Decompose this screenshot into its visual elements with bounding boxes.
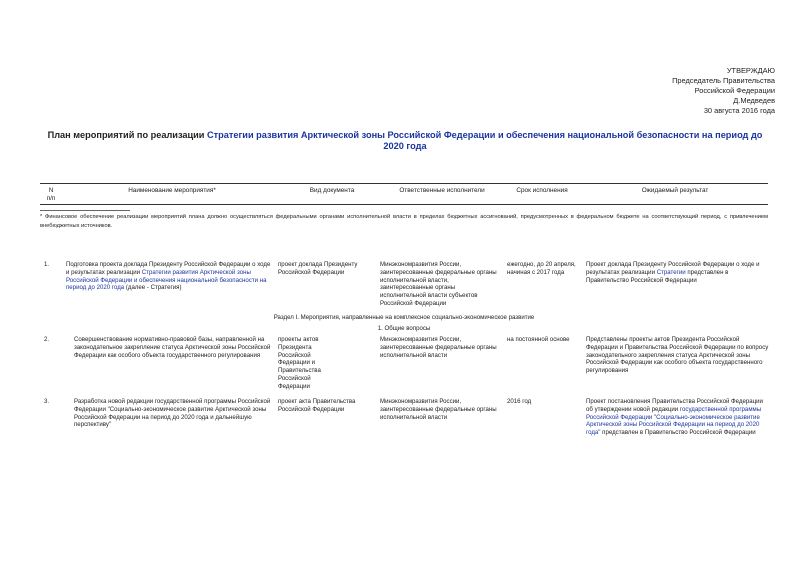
col-resp: Ответственные исполнители xyxy=(399,187,485,194)
row-2-resp: Минэкономразвития России, заинтересованные федеральные органы исполнительной власти xyxy=(380,336,497,359)
approval-block xyxy=(672,66,775,116)
col-num: N п/п xyxy=(46,187,56,202)
section-title: Раздел I. Мероприятия, направленные на комплексное социально-экономическое развитие xyxy=(273,314,535,321)
row-1-name: Подготовка проекта доклада Президенту Российской Федерации о ходе и результатах реализации Стратегии развития Арктической зоны Российской Федерации и обеспечения национальной безопасности на период до 2020 года (далее - Стратегия) xyxy=(66,261,271,292)
row-3-num: 3. xyxy=(44,398,50,405)
strategy-link[interactable]: Стратегии развития Арктической зоны Российской Федерации и обеспечения национальной безопасности на период до 2020 года xyxy=(207,130,763,151)
approval-line: Российской Федерации xyxy=(694,86,775,95)
section-subtitle: 1. Общие вопросы xyxy=(377,325,431,332)
approval-line: УТВЕРЖДАЮ xyxy=(726,66,775,75)
row-3-term: 2016 год xyxy=(507,398,532,405)
table-header xyxy=(40,183,768,205)
footnote: * Финансовое обеспечение реализации мероприятий плана должно осуществляться федеральными органами исполнительной власти в пределах бюджетных ассигнований, предусмотренных в федеральном бюджете на соответствующий период, с привлечением внебюджетных источников. xyxy=(40,214,768,229)
col-term: Срок исполнения xyxy=(516,187,568,194)
row-3-resp: Минэкономразвития России, заинтересованные федеральные органы исполнительной власти xyxy=(380,398,497,421)
row-1-num: 1. xyxy=(44,261,50,268)
row-1-result: Проект доклада Президенту Российской Федерации о ходе и результатах реализации Стратегии представлен в Правительство Российской Федерации xyxy=(586,261,760,284)
footnote-divider xyxy=(40,210,130,211)
approval-line: Председатель Правительства xyxy=(672,76,775,85)
col-doc: Вид документа xyxy=(309,187,355,194)
row-2-term: на постоянной основе xyxy=(507,336,570,343)
program-link[interactable]: государственной программы Российской Федерации "Социально-экономическое развитие Арктической зоны Российской Федерации на период до 2020 года" xyxy=(586,405,762,437)
row-3-result: Проект постановления Правительства Российской Федерации об утверждении новой редакции государственной программы Российской Федерации "Социально-экономическое развитие Арктической зоны Российской Федерации на период до 2020 года" представлен в Правительство Российской Федерации xyxy=(586,398,763,437)
row-2-result: Представлены проекты актов Президента Российской Федерации и Правительства Российской Федерации по вопросу законодательного закрепления статуса Арктической зоны Российской Федерации как особого объекта государственного регулирования xyxy=(586,336,769,375)
row-1-term: ежегодно, до 20 апреля, начиная с 2017 года xyxy=(507,261,576,276)
col-result: Ожидаемый результат xyxy=(641,187,709,194)
approval-line: Д.Медведев xyxy=(733,96,775,105)
row-2-doc: проекты актов Президента Российской Федерации и Правительства Российской Федерации xyxy=(278,336,321,390)
row-3-doc: проект акта Правительства Российской Федерации xyxy=(278,398,356,413)
strategy-link[interactable]: Стратегии развития Арктической зоны Российской Федерации и обеспечения национальной безопасности на период до 2020 года xyxy=(66,268,267,292)
row-1-resp: Минэкономразвития России, заинтересованные федеральные органы исполнительной власти, заинтересованные органы исполнительной власти субъектов Российской Федерации xyxy=(380,261,497,307)
row-1-doc: проект доклада Президенту Российской Федерации xyxy=(278,261,358,276)
row-3-name: Разработка новой редакции государственной программы Российской Федерации "Социально-экономическое развитие Арктической зоны Российской Федерации на период до 2020 года и дальнейшую перспективу" xyxy=(74,398,271,429)
row-2-num: 2. xyxy=(44,336,50,343)
title-prefix: План мероприятий по реализации xyxy=(47,130,205,140)
col-name: Наименование мероприятия* xyxy=(128,187,216,194)
page-title xyxy=(40,130,770,152)
row-2-name: Совершенствование нормативно-правовой базы, направленной на законодательное закрепление статуса Арктической зоны Российской Федерации как особого объекта государственного регулирования xyxy=(74,336,271,359)
approval-line: 30 августа 2016 года xyxy=(703,106,775,115)
strategy-link[interactable]: Стратегии xyxy=(656,268,686,276)
